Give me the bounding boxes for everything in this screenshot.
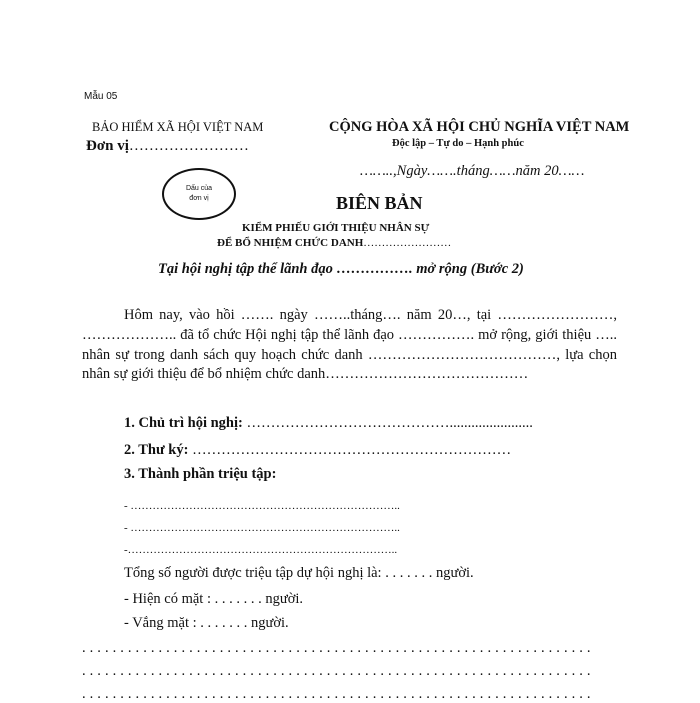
body-paragraph (82, 306, 617, 385)
fill-line: . . . . . . . . . . . . . . . . . . . . . . . . . . . . . . . . . . . . . . . . . . . . . . . . . . . . . . . . . . . . . . . . . . . (82, 686, 591, 702)
secretary-dots: ………………………………………………………… (188, 442, 512, 458)
subtitle-2-text: ĐỂ BỔ NHIỆM CHỨC DANH (217, 237, 364, 249)
national-motto: Độc lập – Tự do – Hạnh phúc (392, 138, 524, 149)
subtitle-2-dots: …………………… (363, 237, 452, 249)
agency-name: BẢO HIỂM XÃ HỘI VIỆT NAM (92, 120, 264, 134)
document-title: BIÊN BẢN (336, 193, 423, 213)
attendee-line: - ……………………………………………………………….. (124, 500, 400, 512)
invitees-item (124, 466, 276, 483)
nation-name: CỘNG HÒA XÃ HỘI CHỦ NGHĨA VIỆT NAM (329, 119, 630, 135)
present-count-line: - Hiện có mặt : . . . . . . . người. (124, 591, 304, 607)
unit-dots: …………………… (128, 138, 249, 154)
total-invited-line: Tổng số người được triệu tập dự hội nghị là: . . . . . . . người. (124, 565, 474, 581)
chair-dots: ……………………………………....................... (242, 415, 533, 431)
seal-placeholder (162, 168, 236, 220)
fill-line: . . . . . . . . . . . . . . . . . . . . . . . . . . . . . . . . . . . . . . . . . . . . . . . . . . . . . . . . . . . . . . . . . . . (82, 663, 591, 679)
attendee-line: - ……………………………………………………………….. (124, 522, 400, 534)
unit-label: Đơn vị (86, 138, 129, 154)
seal-text: Dấu của đơn vị (185, 185, 213, 202)
body-paragraph-text: Hôm nay, vào hồi ……. ngày ……..tháng…. năm 20…, tại ……………………, ……………….. đã tổ chức Hội nghị tập thể lãnh đạo ……………. mở rộng, giới thiệu ….. nhân sự trong danh sách quy hoạch chức danh …………………………………, lựa chọn nhân sự giới thiệu để bổ nhiệm chức danh…………………………………… (82, 307, 617, 383)
attendee-line: -……………………………………………………………….. (124, 544, 398, 556)
absent-count-line: - Vắng mặt : . . . . . . . người. (124, 615, 289, 631)
chair-item (124, 415, 533, 432)
chair-label: 1. Chủ trì hội nghị: (124, 415, 243, 431)
invitees-label: 3. Thành phần triệu tập: (124, 466, 277, 482)
document-subtitle-2 (217, 237, 451, 249)
fill-line: . . . . . . . . . . . . . . . . . . . . . . . . . . . . . . . . . . . . . . . . . . . . . . . . . . . . . . . . . . . . . . . . . . . (82, 640, 591, 656)
secretary-item (124, 442, 511, 459)
form-code: Mẫu 05 (84, 91, 118, 102)
secretary-label: 2. Thư ký: (124, 442, 189, 458)
document-subtitle-1: KIỂM PHIẾU GIỚI THIỆU NHÂN SỰ (242, 222, 430, 234)
conference-line: Tại hội nghị tập thể lãnh đạo ……………. mở rộng (Bước 2) (158, 261, 524, 277)
unit-line (86, 138, 249, 155)
dateline: ……..,Ngày…….tháng……năm 20…… (360, 163, 585, 179)
